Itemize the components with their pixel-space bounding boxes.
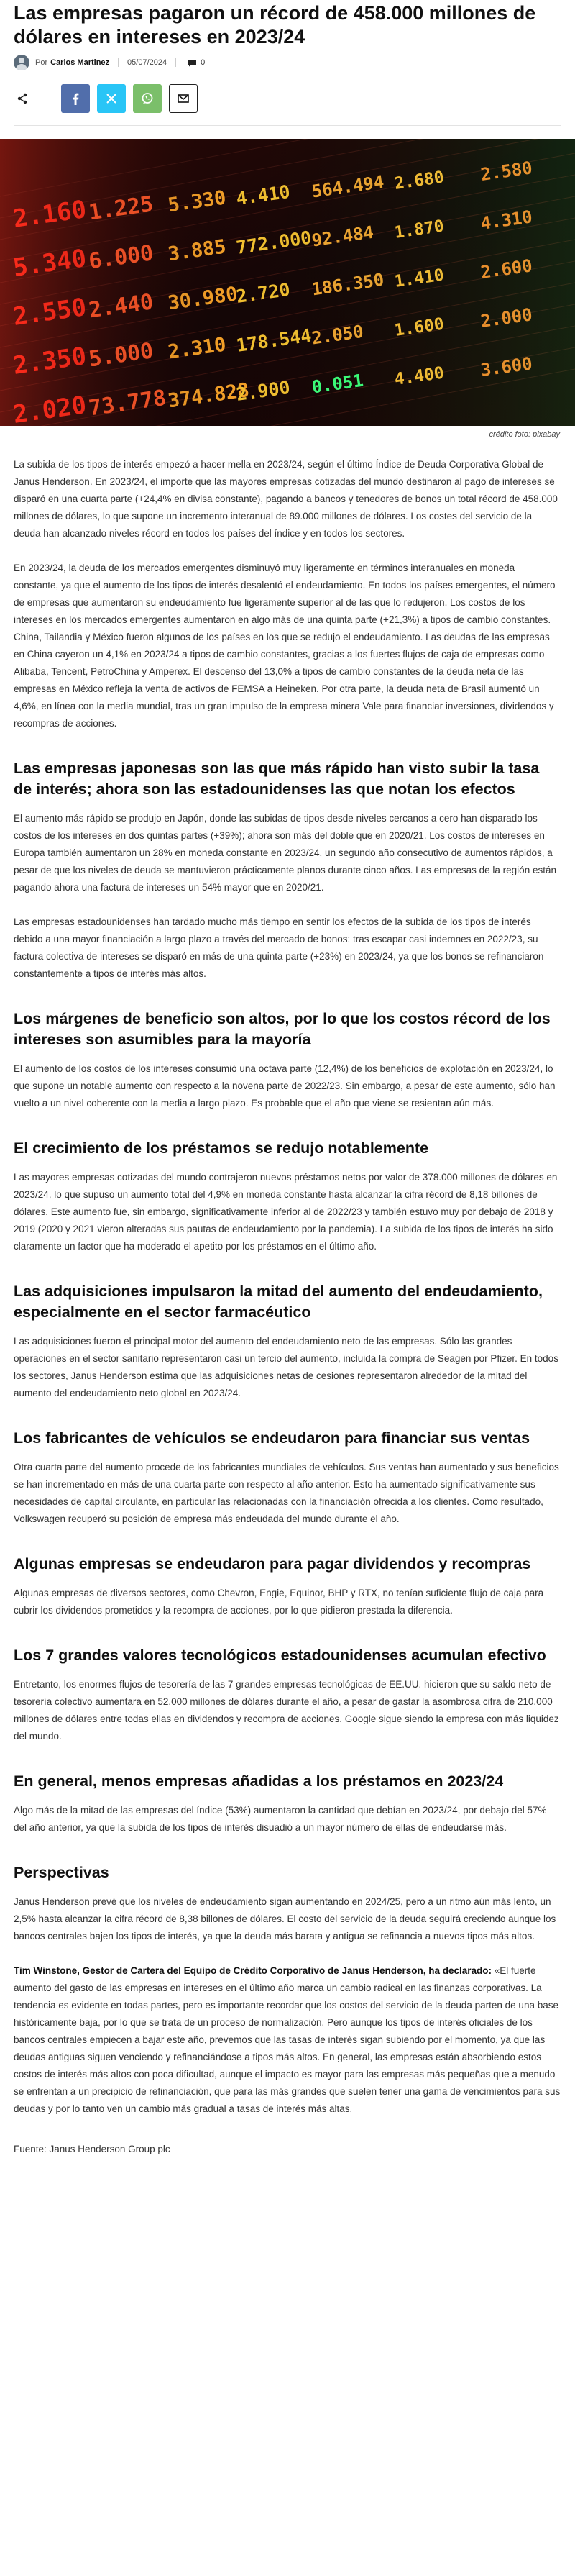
x-twitter-icon [106,94,116,104]
section-heading: En general, menos empresas añadidas a los préstamos en 2023/24 [14,1772,504,1790]
meta-divider [118,58,119,67]
paragraph: Otra cuarta parte del aumento procede de los fabricantes mundiales de vehículos. Sus ventas han aumentado y sus beneficios se han incrementado en más de una cuarta parte con respecto al año anterior. Esto ha aumentado significativamente sus necesidades de capital circulante, en particular las relacionadas con la financiación ofrecida a los clientes. Como resultado, Volkswagen recuperó su posición de empresa más endeudada del mundo durante el año. [14,1462,559,1524]
section-heading: El crecimiento de los préstamos se redujo notablemente [14,1139,429,1157]
paragraph: La subida de los tipos de interés empezó a hacer mella en 2023/24, según el último Índice de Deuda Corporativa Global de Janus Henderson. En 2023/24, el importe que las mayores empresas cotizadas del mundo destinaron al pago de intereses se disparó en una cuarta parte (+24,4% en divisa constante), pagando a bancos y tenedores de bonos un total récord de 458.000 millones de dólares, lo que supone un incremento interanual de 89.000 millones de dólares. Los costes del servicio de la deuda han alcanzado niveles récord en todos los países del índice y en todos los sectores. [14,459,558,539]
section-heading: Las adquisiciones impulsaron la mitad del aumento del endeudamiento, especialmente en el sector farmacéutico [14,1283,543,1321]
facebook-share-button[interactable] [61,84,90,113]
meta-divider [175,58,176,67]
article-title: Las empresas pagaron un récord de 458.000 millones de dólares en intereses en 2023/24 [14,2,536,47]
share-bar [14,84,561,113]
paragraph: Algunas empresas de diversos sectores, como Chevron, Engie, Equinor, BHP y RTX, no tenían suficiente flujo de caja para cubrir los dividendos prometidos y la recompra de acciones, por lo que pidieron prestada la diferencia. [14,1588,544,1616]
whatsapp-share-button[interactable] [133,84,162,113]
paragraph: Entretanto, los enormes flujos de tesorería de las 7 grandes empresas tecnológicas de EE.UU. hicieron que su saldo neto de tesorería colectivo aumentara en 52.000 millones de dólares durante el año, a pesar de gastar la asombrosa cifra de 210.000 millones de dólares entre todas ellas en dividendos y recompra de acciones. Google sigue siendo la empresa con más liquidez del mundo. [14,1679,559,1742]
article-source: Fuente: Janus Henderson Group plc [14,2144,170,2154]
section-heading: Las empresas japonesas son las que más rápido han visto subir la tasa de interés; ahora son las estadounidenses las que notan los efectos [14,760,540,798]
author-name[interactable]: Carlos Martinez [50,58,110,67]
paragraph: Las empresas estadounidenses han tardado mucho más tiempo en sentir los efectos de la subida de los tipos de interés debido a una mayor financiación a largo plazo a través del mercado de bonos: tras escapar casi indemnes en 2022/23, su factura colectiva de intereses se disparó en más de una quinta parte (+23%) en 2023/24, ya que los bonos se refinanciaron constantemente a tipos de interés más altos. [14,916,544,979]
section-heading: Los 7 grandes valores tecnológicos estadounidenses acumulan efectivo [14,1647,546,1664]
facebook-icon [72,93,79,105]
paragraph: Tim Winstone, Gestor de Cartera del Equipo de Crédito Corporativo de Janus Henderson, ha declarado: «El fuerte aumento del gasto de las empresas en intereses en el último año marca un cambio radical en las finanzas corporativas. La tendencia es evidente en todas partes, pero es importante recordar que los costos del servicio de la deuda parten de una base históricamente baja, por lo que se trata de un proceso de normalización. Pero aunque los tipos de interés oficiales de los bancos centrales empiecen a bajar este año, prevemos que las tasas de interés sigan subiendo por el momento, ya que las deudas antiguas siguen venciendo y refinanciándose a tipos más altos. En general, las empresas están absorbiendo estos costos de interés más altos con poca dificultad, aunque el impacto es mayor para las empresas más pequeñas que a menudo se enfrentan a un precipicio de refinanciación, que para las más grandes que suelen tener una gama de vencimientos para sus deudas y por lo tanto ven un cambio más gradual a tasas de interés más altas. [14,1965,561,2114]
article-footer [0,2141,575,2175]
paragraph: Las mayores empresas cotizadas del mundo contrajeron nuevos préstamos netos por valor de 378.000 millones de dólares en 2023/24, lo que supuso un aumento total del 4,9% en moneda constante hasta alcanzar la cifra récord de 8,18 billones de dólares. Este aumento fue, sin embargo, significativamente inferior al de 2022/23 y también estuvo muy por debajo de 2018 y 2019 (2020 y 2021 vieron alteradas sus pautas de endeudamiento por la pandemia). La subida de los tipos de interés ha sido claramente un factor que ha moderado el apetito por los préstamos en el último año. [14,1172,558,1252]
comments-count: 0 [201,58,206,67]
paragraph: Las adquisiciones fueron el principal motor del aumento del endeudamiento neto de las empresas. Sólo las grandes operaciones en el sector sanitario representaron casi un tercio del aumento, incluida la compra de Seagen por Pfizer. En todos los sectores, Janus Henderson estima que las adquisiciones netas de cesiones representaron alrededor de la mitad del aumento del endeudamiento neto global en 2023/24. [14,1336,558,1398]
paragraph: El aumento más rápido se produjo en Japón, donde las subidas de tipos desde niveles cercanos a cero han disparado los costos de los intereses en dos quintas partes (+39%); ahora son más del doble que en 2020/21. Los costos de intereses en Europa también aumentaron un 28% en moneda constante en 2023/24, un segundo año consecutivo de aumentos rápidos, a pesar de que los niveles de deuda se mantuvieron prácticamente planos durante cinco años. Las empresas de la región están pagando ahora una factura de intereses un 54% mayor que en 2020/21. [14,813,556,893]
email-icon [178,94,189,103]
comments-link[interactable] [188,58,205,67]
section-heading: Los fabricantes de vehículos se endeudaron para financiar sus ventas [14,1429,530,1447]
image-credit: crédito foto: pixabay [489,430,560,439]
paragraph: En 2023/24, la deuda de los mercados emergentes disminuyó muy ligeramente en términos interanuales en moneda constante, ya que el aumento de los tipos de interés desalentó el endeudamiento. En todos los países emergentes, el número de empresas que aumentaron su endeudamiento fue ligeramente superior al de las que lo redujeron. Los costos de los intereses en los mercados emergentes aumentaron en algo más de una quinta parte (+21,3%) a tipos de cambio constantes. China, Tailandia y México fueron algunos de los países en los que se redujo el endeudamiento. Las deudas de las empresas en China cayeron un 4,1% en 2023/24 a tipos de cambio constantes, gracias a los fuertes flujos de caja de empresas como Alibaba, Tencent, PetroChina y Amperex. El descenso del 13,0% a tipos de cambio constantes de la deuda neta de las empresas en México refleja la venta de activos de FEMSA a Heineken. Por otra parte, la deuda neta de Brasil aumentó un 4,6%, en línea con la media mundial, tras un gran impulso de la empresa minera Vale para financiar inversiones, dividendos y recompras de acciones. [14,563,556,729]
article-meta [14,54,561,71]
paragraph: Algo más de la mitad de las empresas del índice (53%) aumentaron la cantidad que debían en 2023/24, por debajo del 57% del año anterior, ya que la subida de los tipos de interés disuadió a un mayor número de ellas de endeudarse más. [14,1805,547,1833]
paragraph: Janus Henderson prevé que los niveles de endeudamiento sigan aumentando en 2024/25, pero a un ritmo aún más lento, un 2,5% hasta alcanzar la cifra récord de 8,38 billones de dólares. El costo del servicio de la deuda seguirá creciendo aunque los bancos centrales bajen los tipos de interés, ya que la deuda más barata y antigua se refinancia a nuevos tipos más altos. [14,1896,556,1942]
section-heading: Los márgenes de beneficio son altos, por lo que los costos récord de los intereses son asumibles para la mayoría [14,1010,551,1048]
article-header [0,0,575,126]
stock-board-image [0,139,575,426]
paragraph: El aumento de los costos de los intereses consumió una octava parte (12,4%) de los beneficios de explotación en 2023/24, lo que supone un notable aumento con respecto a la novena parte de 2022/23. Sin embargo, a pesar de este aumento, sólo han vuelto a un nivel coherente con la media a largo plazo. Es probable que el año que viene se resientan aún más. [14,1063,556,1109]
publish-date: 05/07/2024 [127,58,167,67]
x-share-button[interactable] [97,84,126,113]
header-divider [14,125,561,126]
author-avatar[interactable] [14,55,29,70]
quote-attribution: Tim Winstone, Gestor de Cartera del Equipo de Crédito Corporativo de Janus Henderson, ha declarado: [14,1965,492,1976]
email-share-button[interactable] [169,84,198,113]
article-body [0,456,575,2118]
whatsapp-icon [141,92,154,105]
section-heading: Algunas empresas se endeudaron para pagar dividendos y recompras [14,1555,531,1573]
by-label: Por [35,58,48,67]
comment-icon [188,59,197,67]
share-icon[interactable] [14,84,31,113]
section-heading: Perspectivas [14,1864,109,1881]
